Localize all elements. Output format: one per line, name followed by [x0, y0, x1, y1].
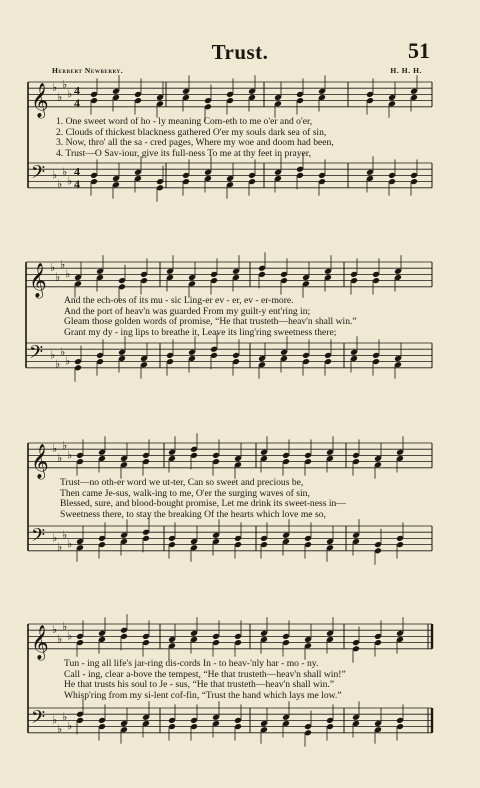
lyric-line: Gleam those golden words of promise, “He that trusteth—heav'n shall win.” [64, 316, 357, 328]
time-signature-top: 4 [74, 164, 80, 179]
flat-icon: ♭ [57, 177, 63, 191]
lyric-line: Trust—no oth-er word we ut-ter, Can so sweet and precious be, [60, 477, 304, 488]
flat-icon: ♭ [50, 261, 56, 275]
treble-clef-icon: 𝄞 [31, 443, 49, 479]
bass-clef-icon: 𝄢 [29, 342, 44, 368]
lyric-line: Call - ing, clear a-bove the tempest, “He that trusteth—heav'n shall win!” [64, 668, 346, 680]
treble-clef-icon: 𝄞 [29, 262, 47, 298]
flat-icon: ♭ [65, 354, 71, 368]
flat-icon: ♭ [60, 345, 66, 359]
lyric-line: Sweetness there, to stay the breaking Of the hearts which love me so, [60, 508, 326, 520]
lyric-line: Whisp'ring from my si-lent cof-fin, “Trust the hand which lays me low.” [64, 689, 342, 701]
flat-icon: ♭ [62, 439, 68, 453]
flat-icon: ♭ [52, 168, 58, 182]
flat-icon: ♭ [52, 81, 58, 95]
flat-icon: ♭ [55, 357, 61, 371]
author-credit: Herbert Newberry. [52, 66, 124, 75]
treble-clef-icon: 𝄞 [31, 82, 49, 118]
hymn-number: 51 [408, 38, 430, 63]
flat-icon: ♭ [62, 528, 68, 542]
flat-icon: ♭ [57, 632, 63, 646]
flat-icon: ♭ [62, 710, 68, 724]
lyrics-system-3 [60, 478, 440, 520]
flat-icon: ♭ [67, 537, 73, 551]
flat-icon: ♭ [52, 531, 58, 545]
flat-icon: ♭ [62, 620, 68, 634]
lyric-line: He that trusts his soul to Je - sus, “He that trusteth—heav'n shall win.” [64, 679, 335, 691]
lyric-line: 1. One sweet word of ho - ly meaning Com-eth to me o'er and o'er, [56, 116, 313, 127]
time-signature-bottom: 4 [74, 176, 80, 191]
flat-icon: ♭ [62, 165, 68, 179]
flat-icon: ♭ [57, 451, 63, 465]
flat-icon: ♭ [52, 442, 58, 456]
time-signature-top: 4 [74, 83, 80, 98]
flat-icon: ♭ [67, 629, 73, 643]
flat-icon: ♭ [60, 258, 66, 272]
hymn-title: Trust. [211, 40, 269, 64]
lyric-line: 4. Trust—O Sav-iour, give its full-ness To me at thy feet in prayer, [56, 147, 311, 159]
lyric-line: 3. Now, thro' all the sa - cred pages, Where my woe and doom had been, [56, 137, 334, 149]
lyric-line: And the port of heav'n was guarded From my guilt-y ent'ring in; [64, 305, 311, 317]
time-signature-bottom: 4 [74, 95, 80, 110]
treble-clef-icon: 𝄞 [31, 624, 49, 660]
flat-icon: ♭ [65, 267, 71, 281]
lyric-line: 2. Clouds of thickest blackness gathered O'er my souls dark sea of sin, [56, 126, 327, 138]
lyric-line: Tun - ing all life's jar-ring dis-cords In - to heav-'nly har - mo - ny. [64, 658, 319, 669]
flat-icon: ♭ [50, 348, 56, 362]
lyric-line: Grant my dy - ing lips to breathe it, Leave its ling'ring sweetness there; [64, 326, 337, 338]
lyric-line: Then came Je-sus, walk-ing to me, O'er the surging waves of sin, [60, 487, 310, 499]
flat-icon: ♭ [52, 623, 58, 637]
flat-icon: ♭ [57, 540, 63, 554]
lyrics-system-4 [64, 659, 444, 701]
flat-icon: ♭ [67, 87, 73, 101]
flat-icon: ♭ [67, 719, 73, 733]
flat-icon: ♭ [62, 78, 68, 92]
bass-clef-icon: 𝄢 [31, 707, 46, 733]
lyric-line: And the ech-oes of its mu - sic Ling-er ev - er, ev - er-more. [64, 295, 294, 306]
bass-clef-icon: 𝄢 [31, 525, 46, 551]
flat-icon: ♭ [57, 722, 63, 736]
flat-icon: ♭ [55, 270, 61, 284]
flat-icon: ♭ [57, 90, 63, 104]
flat-icon: ♭ [67, 174, 73, 188]
flat-icon: ♭ [67, 448, 73, 462]
composer-credit: H. H. H. [390, 66, 422, 75]
lyrics-system-1 [56, 117, 436, 159]
lyric-line: Blessed, sure, and blood-bought promise, Let me drink its sweet-ness in— [60, 498, 346, 510]
lyrics-system-2 [64, 296, 444, 338]
bass-clef-icon: 𝄢 [31, 162, 46, 188]
flat-icon: ♭ [52, 713, 58, 727]
